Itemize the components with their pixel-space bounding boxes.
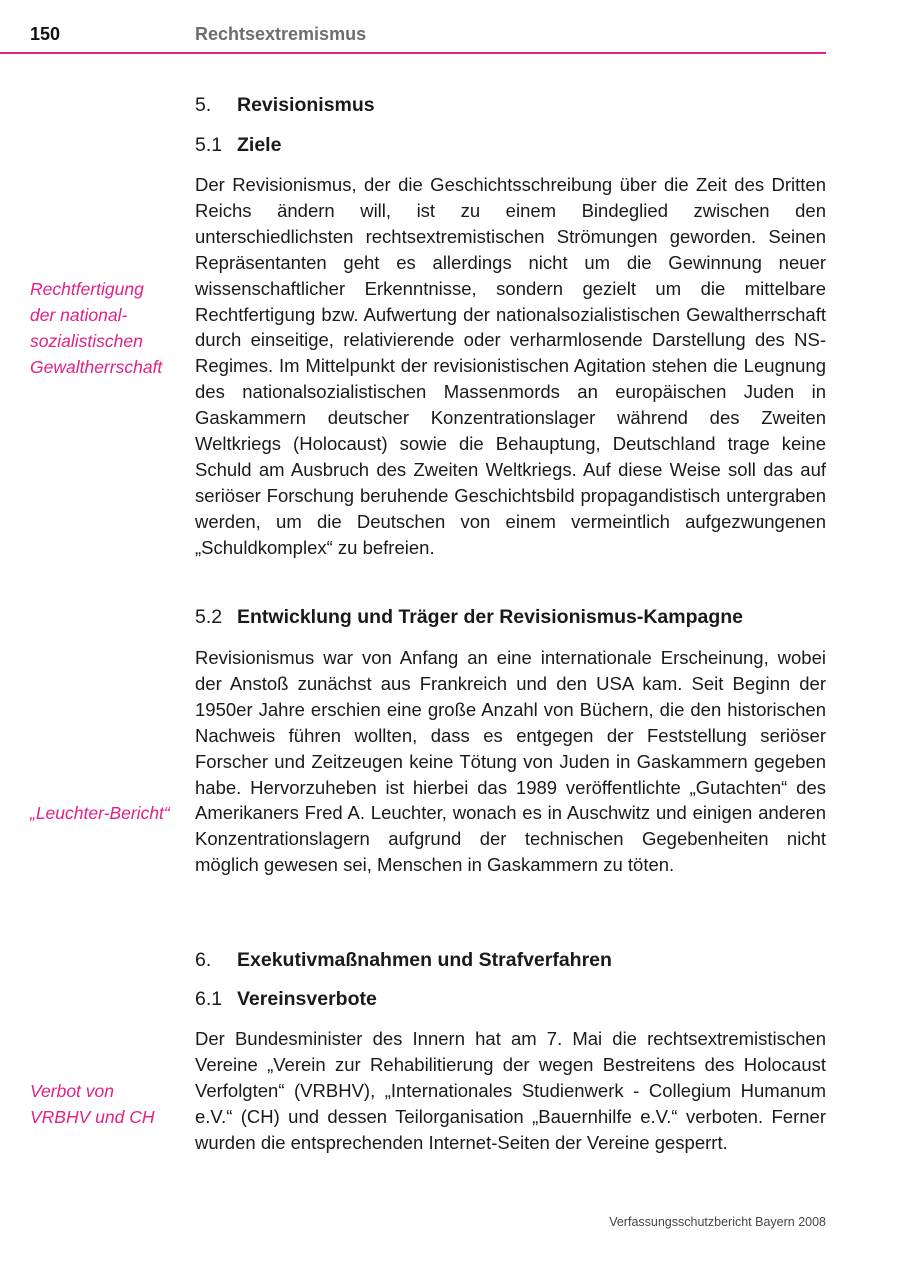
heading-section-5-1 <box>195 134 281 157</box>
paragraph-vereinsverbote: Der Bundesminister des Innern hat am 7. Mai die rechtsextremistischen Vereine „Verein zur Rehabilitierung der wegen Bestreitens des Holocaust Verfolgten“ (VRBHV), „Internationales Studienwerk - Collegium Humanum e.V.“ (CH) und dessen Teilorganisation „Bauernhilfe e.V.“ verboten. Ferner wurden die entsprechenden Internet-Seiten der Vereine gesperrt. <box>195 1028 826 1153</box>
heading-number: 5. <box>195 94 212 116</box>
heading-number: 6.1 <box>195 988 223 1010</box>
page-number: 150 <box>30 24 61 44</box>
heading-title: Vereinsverbote <box>237 988 377 1010</box>
margin-note-verbot <box>30 1078 190 1130</box>
margin-note-rechtfertigung <box>30 276 190 380</box>
running-title: Rechtsextremismus <box>195 24 367 44</box>
heading-section-5 <box>195 94 375 117</box>
heading-section-6-1 <box>195 988 377 1011</box>
margin-note-line: „Leuchter-Bericht“ <box>30 803 170 823</box>
page-header <box>0 0 826 54</box>
margin-note-line: Gewaltherrschaft <box>30 357 163 377</box>
margin-note-line: Rechtfertigung <box>30 279 144 299</box>
heading-title: Ziele <box>237 134 282 156</box>
heading-number: 5.1 <box>195 134 223 156</box>
heading-section-5-2 <box>195 606 743 629</box>
heading-title: Exekutivmaßnahmen und Strafverfahren <box>237 949 612 971</box>
margin-note-line: VRBHV und CH <box>30 1107 155 1127</box>
margin-note-line: sozialistischen <box>30 331 143 351</box>
margin-note-line: Verbot von <box>30 1081 114 1101</box>
heading-title: Revisionismus <box>237 94 375 116</box>
paragraph-entwicklung: Revisionismus war von Anfang an eine internationale Erscheinung, wobei der Anstoß zunächst aus Frankreich und den USA kam. Seit Beginn der 1950er Jahre erschien eine große Anzahl von Büchern, die den historischen Nachweis führen wollten, dass es entgegen der Feststellung seriöser Forscher und Zeitzeugen keine Tötung von Juden in Gaskammern gegeben habe. Hervorzuheben ist hierbei das 1989 veröffentlichte „Gutachten“ des Amerikaners Fred A. Leuchter, wonach es in Auschwitz und einigen anderen Konzentrationslagern aufgrund der technischen Gegebenheiten nicht möglich gewesen sei, Menschen in Gaskammern zu töten. <box>195 647 826 876</box>
paragraph-ziele: Der Revisionismus, der die Geschichtsschreibung über die Zeit des Dritten Reichs ändern will, ist zu einem Bindeglied zwischen den unterschiedlichsten rechtsextremistischen Strömungen geworden. Seinen Repräsentanten geht es allerdings nicht um die Gewinnung neuer wissenschaftlicher Erkenntnisse, sondern gezielt um die mittelbare Rechtfertigung bzw. Aufwertung der nationalsozialistischen Gewaltherrschaft durch einseitige, relativierende oder verharmlosende Darstellung des NS-Regimes. Im Mittelpunkt der revisionistischen Agitation stehen die Leugnung des nationalsozialistischen Massenmords an europäischen Juden in Gaskammern deutscher Konzentrationslager während des Zweiten Weltkriegs (Holocaust) sowie die Behauptung, Deutschland trage keine Schuld am Ausbruch des Zweiten Weltkriegs. Auf diese Weise soll das auf seriöser Forschung beruhende Geschichtsbild propagandistisch untergraben werden, um die Deutschen von einem vermeintlich aufgezwungenen „Schuldkomplex“ zu befreien. <box>195 174 826 558</box>
margin-note-leuchter-bericht <box>30 800 190 826</box>
heading-number: 5.2 <box>195 606 223 628</box>
margin-note-line: der national- <box>30 305 128 325</box>
heading-section-6 <box>195 949 612 972</box>
heading-number: 6. <box>195 949 212 971</box>
page-footer: Verfassungsschutzbericht Bayern 2008 <box>609 1215 826 1229</box>
heading-title: Entwicklung und Träger der Revisionismus-Kampagne <box>237 606 744 628</box>
